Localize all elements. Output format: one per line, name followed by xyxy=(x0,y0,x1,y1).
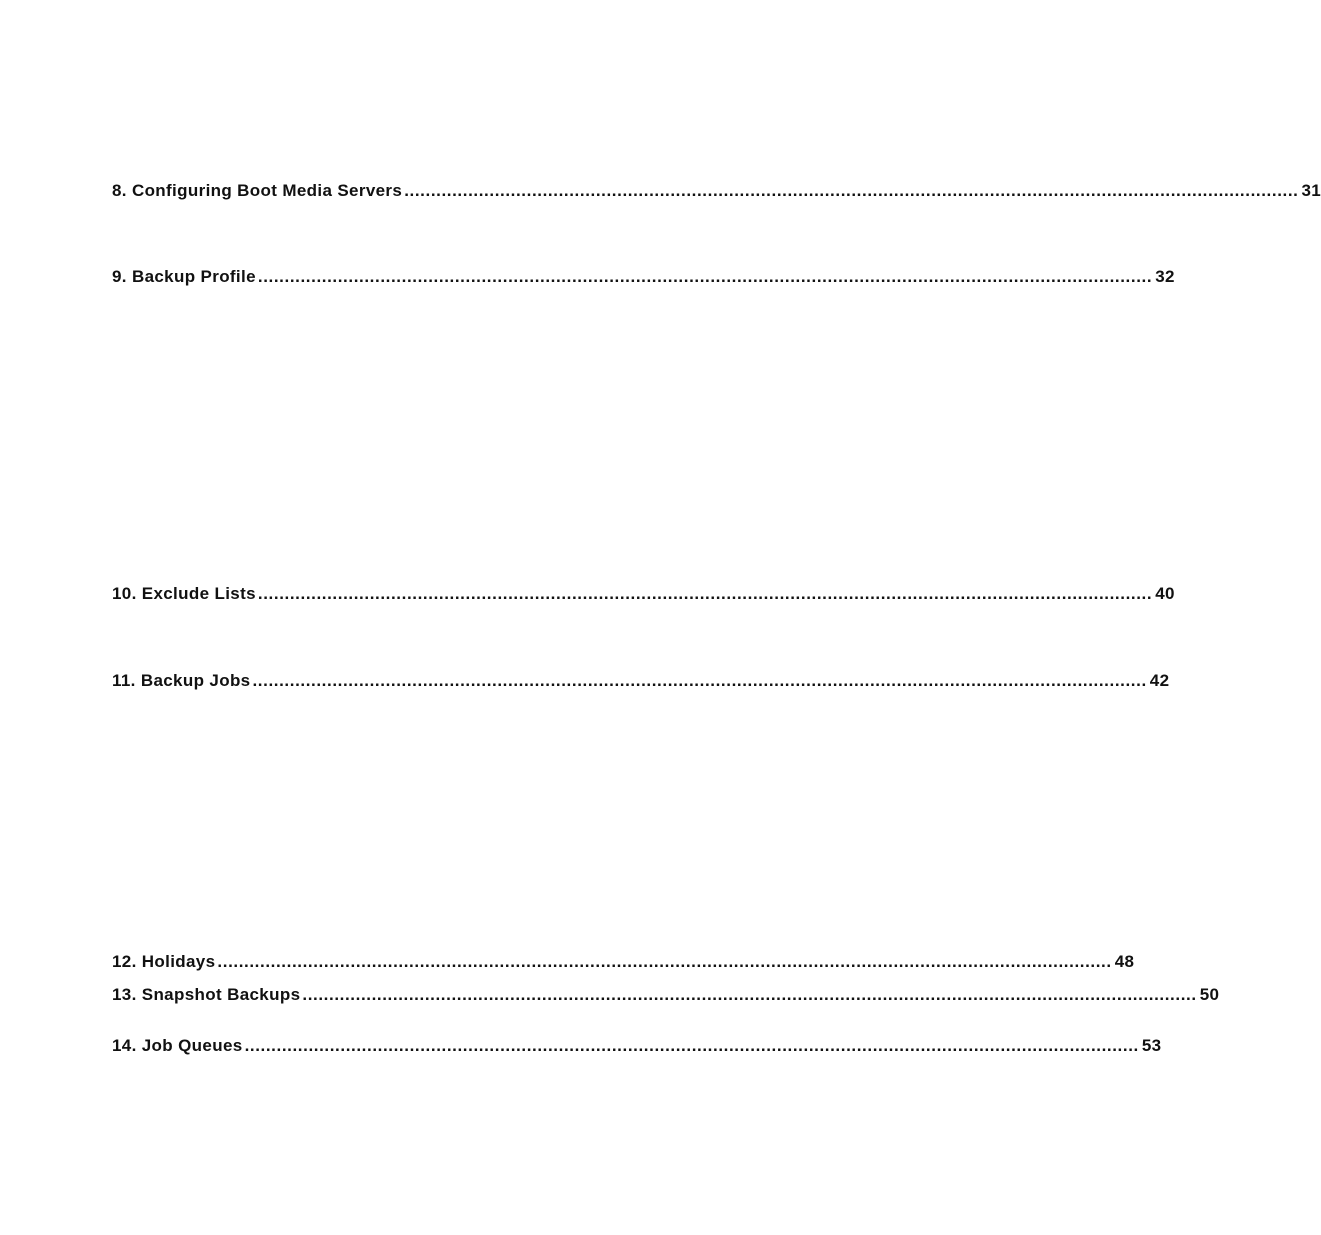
toc-entry-exclude-lists[interactable] xyxy=(112,584,1175,606)
toc-page-number: 48 xyxy=(1114,952,1135,971)
toc-page-number: 32 xyxy=(1155,267,1175,286)
toc-entry-backup-profile[interactable] xyxy=(112,267,1175,289)
toc-entry-holidays[interactable] xyxy=(112,952,1135,974)
toc-page-number: 31 xyxy=(1301,181,1321,200)
toc-entry-title: 13. Snapshot Backups xyxy=(112,985,301,1004)
toc-entry-job-queues[interactable] xyxy=(112,1036,1162,1058)
toc-page-number: 40 xyxy=(1155,584,1175,603)
toc-entry-configuring-boot-media-servers[interactable] xyxy=(112,181,1321,203)
toc-dot-leader: ........................................................................................................................................................................ xyxy=(244,1036,1139,1055)
toc-dot-leader: ........................................................................................................................................................................ xyxy=(404,181,1299,200)
toc-page-number: 53 xyxy=(1141,1036,1162,1055)
toc-entry-title: 11. Backup Jobs xyxy=(112,671,251,690)
toc-dot-leader: ........................................................................................................................................................................ xyxy=(302,985,1197,1004)
toc-dot-leader: ........................................................................................................................................................................ xyxy=(217,952,1112,971)
toc-entry-title: 9. Backup Profile xyxy=(112,267,256,286)
toc-dot-leader: ........................................................................................................................................................................ xyxy=(252,671,1147,690)
toc-entry-title: 12. Holidays xyxy=(112,952,216,971)
toc-dot-leader: ........................................................................................................................................................................ xyxy=(257,267,1153,286)
toc-page-number: 42 xyxy=(1149,671,1170,690)
toc-entry-title: 8. Configuring Boot Media Servers xyxy=(112,181,403,200)
toc-entry-title: 10. Exclude Lists xyxy=(112,584,256,603)
toc-page-number: 50 xyxy=(1199,985,1220,1004)
toc-entry-backup-jobs[interactable] xyxy=(112,671,1170,693)
toc-entry-title: 14. Job Queues xyxy=(112,1036,243,1055)
toc-dot-leader: ........................................................................................................................................................................ xyxy=(257,584,1153,603)
toc-entry-snapshot-backups[interactable] xyxy=(112,985,1220,1007)
